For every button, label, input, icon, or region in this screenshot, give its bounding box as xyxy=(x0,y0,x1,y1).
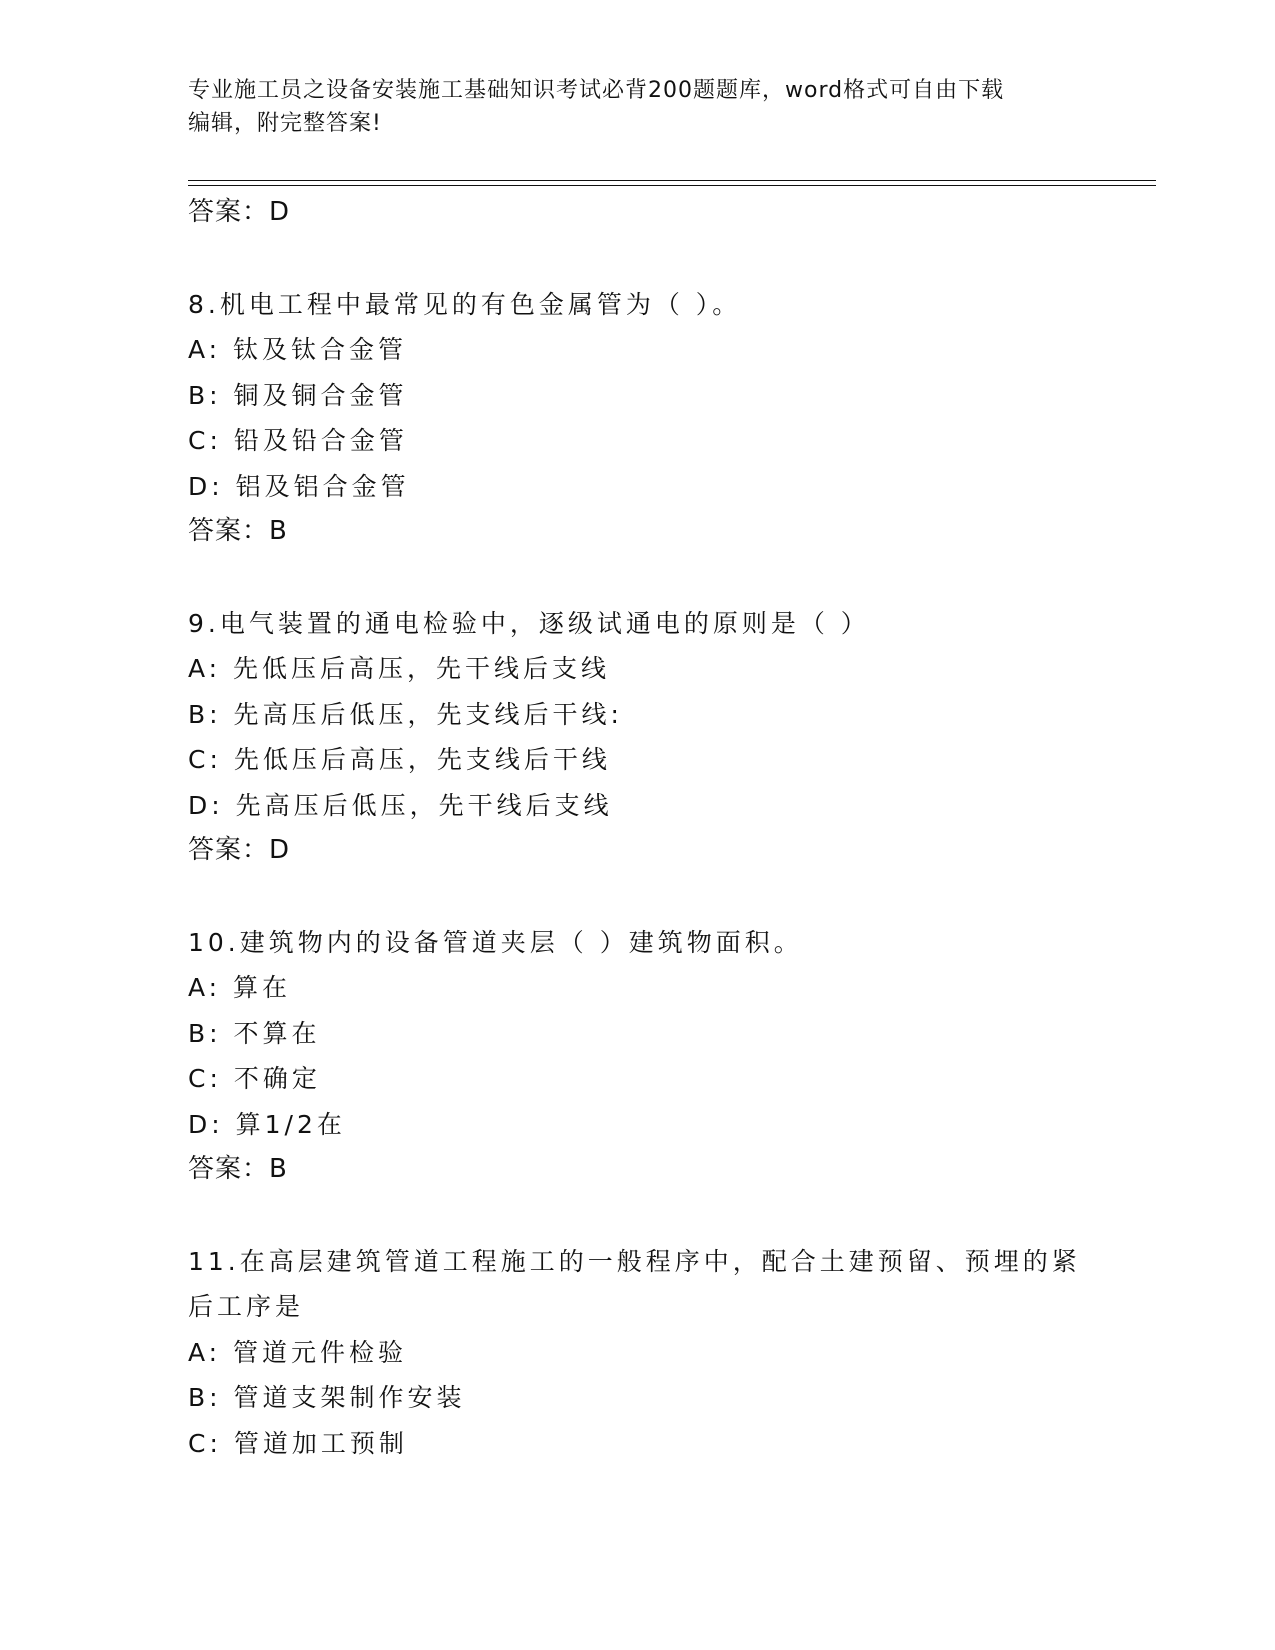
question-9 xyxy=(188,601,1088,874)
option-c: C: 不确定 xyxy=(188,1064,321,1093)
spacer xyxy=(188,1193,1088,1239)
question-8 xyxy=(188,282,1088,555)
spacer xyxy=(188,236,1088,282)
option-c: C: 管道加工预制 xyxy=(188,1428,408,1458)
question-stem-line-1: 11.在高层建筑管道工程施工的一般程序中，配合土建预留、预埋的紧 xyxy=(188,1246,1081,1276)
question-10 xyxy=(188,920,1088,1193)
option-d: D: 先高压后低压，先干线后支线 xyxy=(188,790,613,820)
answer-line: 答案：D xyxy=(188,835,291,865)
header-divider xyxy=(188,180,1156,186)
option-a: A: 算在 xyxy=(188,973,292,1002)
option-a: A: 钛及钛合金管 xyxy=(188,335,408,364)
question-stem: 9.电气装置的通电检验中，逐级试通电的原则是（ ） xyxy=(188,608,870,638)
option-b: B: 铜及铜合金管 xyxy=(188,380,408,410)
header-line-1: 专业施工员之设备安装施工基础知识考试必背200题题库，word格式可自由下载 xyxy=(188,78,1005,103)
option-b: B: 先高压后低压，先支线后干线: xyxy=(188,699,623,729)
option-d: D: 铝及铝合金管 xyxy=(188,471,410,501)
answer-line: 答案：D xyxy=(188,197,291,227)
answer-line: 答案：B xyxy=(188,1154,288,1184)
question-stem: 8.机电工程中最常见的有色金属管为（ ）。 xyxy=(188,289,742,319)
question-stem-line-2: 后工序是 xyxy=(188,1292,305,1321)
option-b: B: 不算在 xyxy=(188,1018,321,1048)
document-header xyxy=(188,74,1088,140)
spacer xyxy=(188,874,1088,920)
question-stem: 10.建筑物内的设备管道夹层（ ）建筑物面积。 xyxy=(188,927,803,957)
option-d: D: 算1/2在 xyxy=(188,1109,346,1139)
answer-line: 答案：B xyxy=(188,516,288,546)
option-c: C: 铅及铅合金管 xyxy=(188,426,408,455)
header-line-2: 编辑，附完整答案! xyxy=(188,111,382,136)
option-a: A: 先低压后高压，先干线后支线 xyxy=(188,654,611,683)
spacer xyxy=(188,555,1088,601)
option-c: C: 先低压后高压，先支线后干线 xyxy=(188,745,611,774)
option-b: B: 管道支架制作安装 xyxy=(188,1383,466,1412)
document-body xyxy=(188,190,1088,1466)
question-11 xyxy=(188,1239,1088,1467)
option-a: A: 管道元件检验 xyxy=(188,1337,408,1367)
